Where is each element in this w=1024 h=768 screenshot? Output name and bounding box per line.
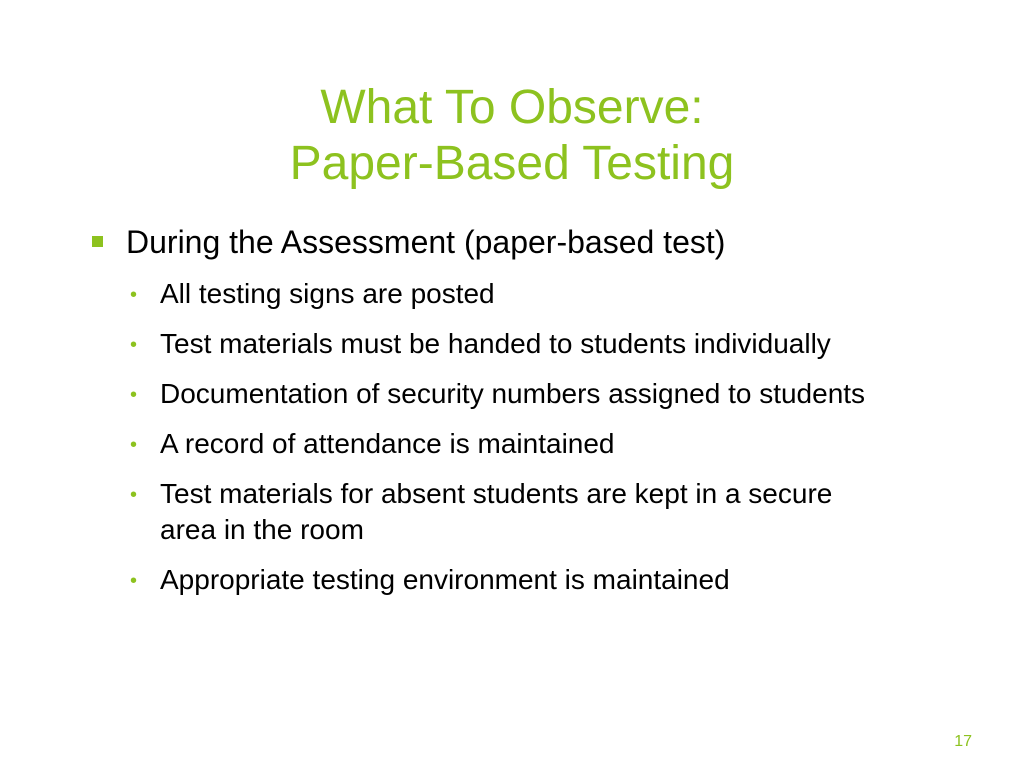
dot-bullet-icon: • xyxy=(130,384,138,406)
dot-bullet-icon: • xyxy=(130,284,138,306)
sub-bullet-text: A record of attendance is maintained xyxy=(160,428,615,459)
square-bullet-icon xyxy=(92,236,103,247)
sub-bullet-item xyxy=(90,426,880,462)
dot-bullet-icon: • xyxy=(130,334,138,356)
sub-bullet-item xyxy=(90,562,880,598)
sub-bullet-text: Documentation of security numbers assigned to students xyxy=(160,378,866,409)
title-line-2: Paper-Based Testing xyxy=(289,137,735,190)
main-bullet-text: During the Assessment (paper-based test) xyxy=(126,224,726,260)
dot-bullet-icon: • xyxy=(130,434,138,456)
sub-bullet-item xyxy=(90,376,880,412)
sub-bullet-text: Appropriate testing environment is maintained xyxy=(160,564,730,595)
slide-body xyxy=(90,222,950,612)
sub-bullet-item xyxy=(90,276,880,312)
sub-bullet-text: Test materials must be handed to students individually xyxy=(160,328,831,359)
main-bullet xyxy=(90,222,950,262)
slide-title xyxy=(0,80,1024,192)
dot-bullet-icon: • xyxy=(130,484,138,506)
dot-bullet-icon: • xyxy=(130,570,138,592)
title-line-1: What To Observe: xyxy=(320,81,704,134)
sub-bullet-text: Test materials for absent students are kept in a secure area in the room xyxy=(160,478,833,545)
page-number: 17 xyxy=(954,733,972,750)
sub-bullet-text: All testing signs are posted xyxy=(160,278,495,309)
sub-bullet-list xyxy=(90,276,950,598)
sub-bullet-item xyxy=(90,476,880,548)
sub-bullet-item xyxy=(90,326,880,362)
